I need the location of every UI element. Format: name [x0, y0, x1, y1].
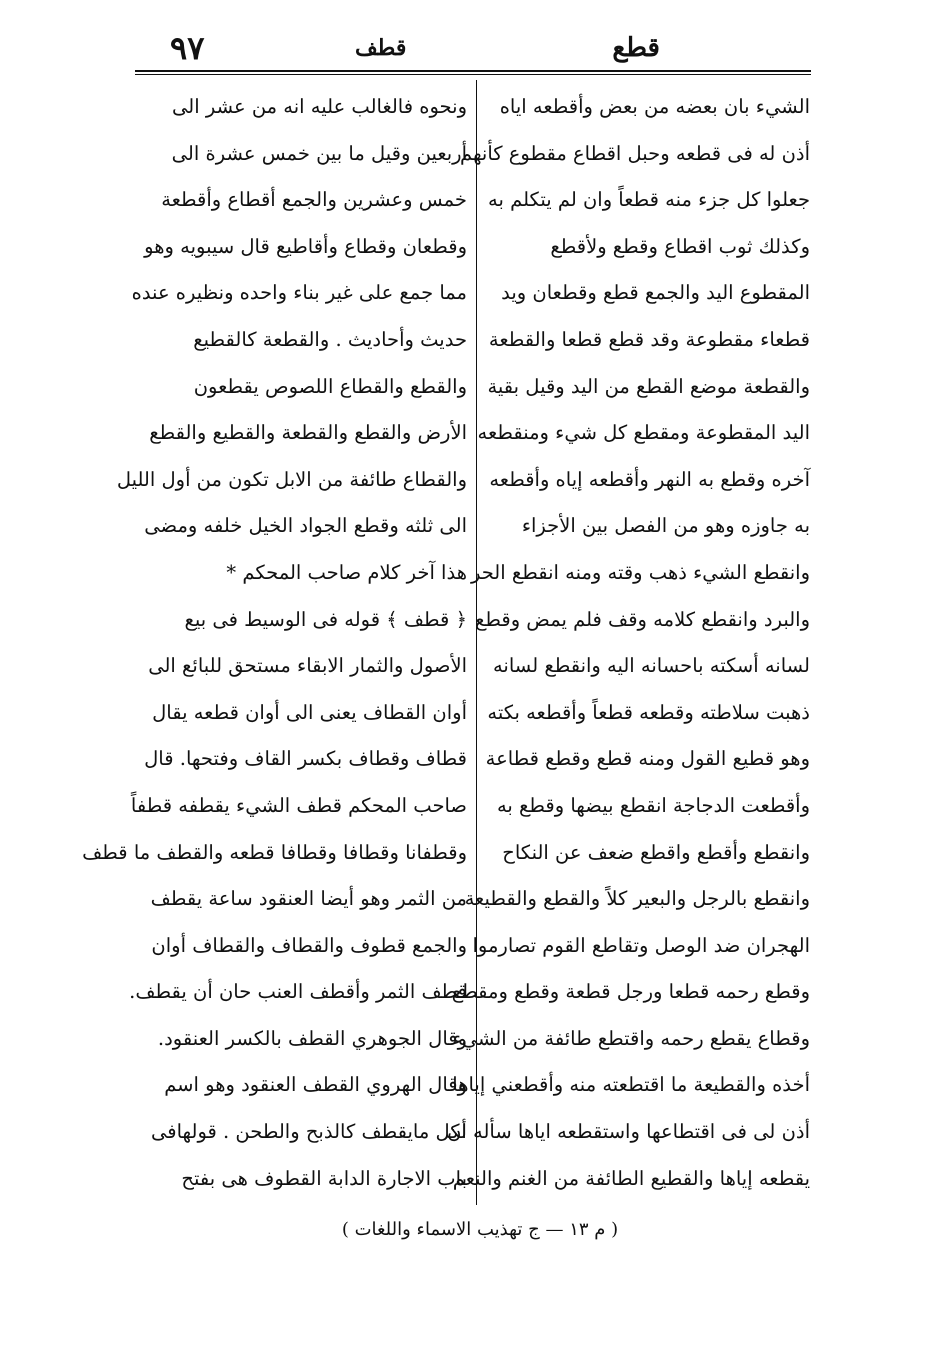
- text-line: جعلوا كل جزء منه قطعاً وان لم يتكلم به: [488, 188, 810, 212]
- page-header: [130, 28, 810, 74]
- text-line: والجمع قطوف والقطاف والقطاف أوان: [151, 933, 467, 957]
- text-line: خمس وعشرين والجمع أقطاع وأقطعة: [161, 188, 467, 212]
- text-line: آخره وقطع به النهر وأقطعه إياه وأقطعه: [489, 467, 810, 491]
- text-line: وقطفانا وقطافا وقطافا قطعه والقطف ما قطف: [82, 840, 467, 864]
- text-line: وهو قطيع القول ومنه قطع وقطع قطاعة: [485, 747, 810, 771]
- text-line: أذن لى فى اقتطاعها واستقطعه اياها سأله أن: [447, 1120, 810, 1144]
- text-line: حديث وأحاديث . والقطعة كالقطيع: [193, 327, 467, 351]
- text-line: من الثمر وهو أيضا العنقود ساعة يقطف: [150, 887, 467, 911]
- text-line: يقطعه إياها والقطيع الطائفة من الغنم والنعم: [452, 1166, 810, 1190]
- text-line: لسانه أسكته باحسانه اليه وانقطع لسانه: [492, 654, 810, 678]
- text-line: الأصول والثمار الابقاء مستحق للبائع الى: [148, 654, 467, 678]
- column-divider: [476, 80, 477, 1205]
- text-line: صاحب المحكم قطف الشيء يقطفه قطفاً: [130, 793, 467, 817]
- header-entry-word-secondary: قطف: [355, 35, 407, 61]
- text-line: وكذلك ثوب اقطاع وقطع ولأقطع: [550, 234, 810, 258]
- page-footer-signature: ( م ١٣ — ج تهذيب الاسماء واللغات ): [341, 1219, 619, 1240]
- text-line: وقال الهروي القطف العنقود وهو اسم: [164, 1073, 467, 1097]
- text-line: الهجران ضد الوصل وتقاطع القوم تصارموا: [472, 933, 810, 957]
- text-line: الأرض والقطع والقطعة والقطيع والقطع: [149, 421, 467, 445]
- header-rule-inner: [135, 74, 811, 75]
- text-line: باب الاجارة الدابة القطوف هى بفتح: [181, 1166, 467, 1190]
- text-line: المقطوع اليد والجمع قطع وقطعان ويد: [501, 281, 810, 305]
- text-line: الى ثلثه وقطع الجواد الخيل خلفه ومضى: [144, 514, 467, 538]
- text-line: وانقطع بالرجل والبعير كلاً والقطع والقطيعة: [464, 887, 810, 911]
- text-line: والقطع والقطاع اللصوص يقطعون: [193, 374, 467, 398]
- text-line: وانقطع وأقطع واقطع ضعف عن النكاح: [502, 840, 810, 864]
- text-line: به جاوزه وهو من الفصل بين الأجزاء: [521, 514, 810, 538]
- text-line: ونحوه فالغالب عليه انه من عشر الى: [172, 95, 467, 118]
- text-line: أربعين وقيل ما بين خمس عشرة الى: [171, 141, 467, 165]
- text-line: قطف الثمر وأقطف العنب حان أن يقطف.: [129, 980, 467, 1004]
- text-line: وقطاع يقطع رحمه واقتطع طائفة من الشيء: [452, 1026, 810, 1050]
- text-line: ذهبت سلاطته وقطعه قطعاً وأقطعه بكته: [487, 700, 810, 724]
- text-line: وقطعان وقطاع وأقاطيع قال سيبويه وهو: [144, 234, 467, 258]
- text-line: وأقطعت الدجاجة انقطع بيضها وقطع به: [496, 793, 810, 817]
- text-line: وقطع رحمه قطعا ورجل قطعة وقطع ومقطع: [451, 980, 810, 1004]
- text-line: قطعاء مقطوعة وقد قطع قطعا والقطعة: [488, 327, 810, 351]
- text-line: وقال الجوهري القطف بالكسر العنقود.: [157, 1026, 467, 1050]
- text-line: أذن له فى قطعه وحبل اقطاع مقطوع كأنهم: [459, 141, 810, 165]
- header-entry-word: قطع: [612, 33, 660, 63]
- text-line: الشيء بان بعضه من بعض وأقطعه اياه: [499, 95, 810, 118]
- page-number: ٩٧: [170, 29, 205, 67]
- text-line: والقطاع طائفة من الابل تكون من أول الليل: [116, 467, 467, 491]
- text-line: وانقطع الشيء ذهب وقته ومنه انقطع الحر: [470, 560, 810, 584]
- text-line: والقطعة موضع القطع من اليد وقيل بقية: [487, 374, 810, 398]
- text-line: ﴿ قطف ﴾ قوله فى الوسيط فى بيع: [184, 607, 467, 631]
- text-line: لكل مايقطف كالذبح والطحن . قولهافى: [151, 1120, 467, 1144]
- text-line: مما جمع على غير بناء واحده ونظيره عنده: [131, 281, 467, 305]
- right-column: [447, 84, 810, 1202]
- text-line: والبرد وانقطع كلامه وقف فلم يمض وقطع: [475, 607, 810, 631]
- text-line: هذا آخر كلام صاحب المحكم *: [226, 560, 467, 584]
- text-line: اليد المقطوعة ومقطع كل شيء ومنقطعه: [477, 421, 810, 445]
- text-line: أخذه والقطيعة ما اقتطعته منه وأقطعني إياها: [452, 1073, 810, 1097]
- header-rule: [135, 70, 811, 72]
- left-column: [82, 84, 467, 1202]
- text-line: قطاف وقطاف بكسر القاف وفتحها. قال: [144, 747, 467, 771]
- text-line: أوان القطاف يعنى الى أوان قطعه يقال: [152, 700, 467, 724]
